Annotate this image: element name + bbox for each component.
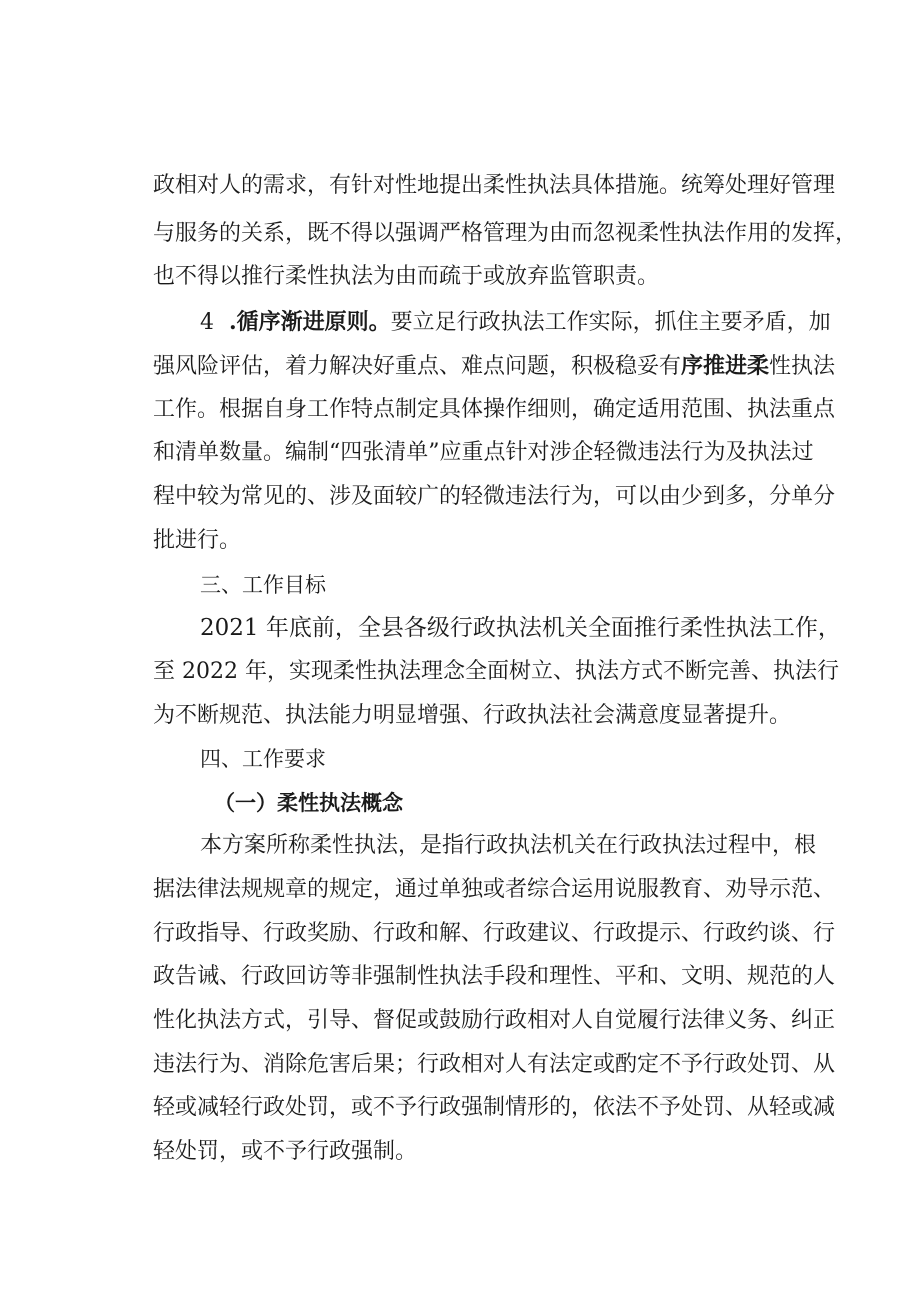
list-number: 4 [200, 310, 214, 335]
text-span: 与服务的关系，既不得以强调严格管理为由而忽视柔性执法作用的发挥， [153, 221, 858, 246]
text-line [153, 1138, 417, 1166]
text-span: 政告诫、行政回访等非强制性执法手段和理性、平和、文明、规范的人 [153, 964, 836, 989]
text-span: 轻处罚，或不予行政强制。 [153, 1139, 418, 1164]
section-heading: 三、工作目标 [200, 573, 326, 597]
text-line [153, 439, 814, 467]
text-line [153, 527, 241, 555]
text-line [153, 658, 839, 686]
text-span: 工作。根据自身工作特点制定具体操作细则，确定适用范围、执法重点 [153, 397, 836, 422]
text-span: 强风险评估，着力解决好重点、难点问题，积极稳妥有 [153, 354, 682, 379]
text-span: 批进行。 [153, 528, 242, 553]
text-span: 至 2022 年，实现柔性执法理念全面树立、执法方式不断完善、执法行 [153, 659, 839, 684]
text-span: 要立足行政执法工作实际，抓住主要矛盾，加 [390, 310, 831, 335]
text-span: 也不得以推行柔性执法为由而疏于或放弃监管职责。 [153, 264, 660, 289]
text-line [153, 963, 835, 991]
bold-lead: .循序渐进原则。 [229, 309, 391, 335]
text-line [153, 1051, 835, 1079]
text-span: 据法律法规规章的规定，通过单独或者综合运用说服教育、劝导示范、 [153, 877, 836, 902]
text-line [200, 832, 816, 860]
text-line [153, 483, 835, 511]
text-span: 性化执法方式，引导、督促或鼓励行政相对人自觉履行法律义务、纠正 [153, 1008, 836, 1033]
section-heading: 四、工作要求 [200, 747, 326, 771]
text-line [200, 308, 831, 337]
text-line [153, 1007, 835, 1035]
text-line [153, 876, 835, 904]
text-span: 程中较为常见的、涉及面较广的轻微违法行为，可以由少到多，分单分 [153, 484, 836, 509]
text-line [153, 352, 835, 381]
text-span: 为不断规范、执法能力明显增强、行政执法社会满意度显著提升。 [153, 703, 792, 728]
text-span: 行政指导、行政奖励、行政和解、行政建议、行政提示、行政约谈、行 [153, 921, 836, 946]
text-span: 政相对人的需求，有针对性地提出柔性执法具体措施。统筹处理好管理 [153, 173, 836, 198]
bold-phrase: 序推进柔 [681, 353, 770, 379]
text-line [153, 396, 835, 424]
text-span: 和清单数量。编制“四张清单”应重点针对涉企轻微违法行为及执法过 [153, 440, 814, 465]
text-line [153, 920, 835, 948]
text-line [153, 702, 791, 730]
subsection-heading: （一）柔性执法概念 [214, 791, 403, 815]
text-line [153, 172, 836, 200]
text-span: 2021 年底前，全县各级行政执法机关全面推行柔性执法工作， [200, 615, 841, 641]
text-line [200, 614, 841, 642]
text-line [153, 220, 858, 248]
text-line [153, 263, 659, 291]
text-span: 轻或减轻行政处罚，或不予行政强制情形的，依法不予处罚、从轻或减 [153, 1095, 836, 1120]
text-line [153, 1094, 835, 1122]
text-span: 本方案所称柔性执法，是指行政执法机关在行政执法过程中，根 [200, 833, 817, 858]
text-span: 违法行为、消除危害后果；行政相对人有法定或酌定不予行政处罚、从 [153, 1052, 836, 1077]
text-span: 性执法 [769, 354, 836, 379]
